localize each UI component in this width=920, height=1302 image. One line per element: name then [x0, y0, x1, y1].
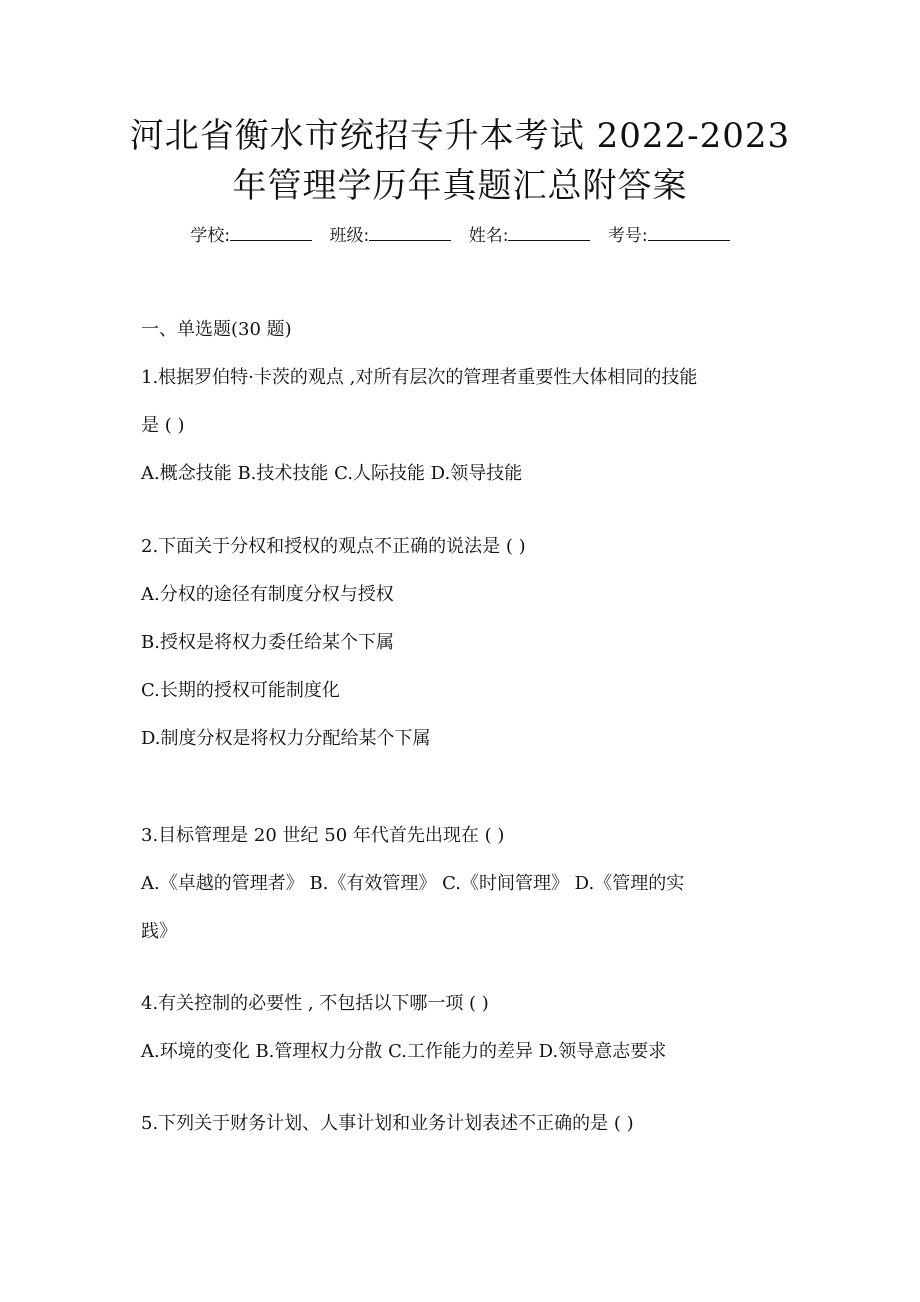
question-3-options-line2: 践》 — [141, 921, 177, 942]
student-info-row — [0, 224, 920, 247]
question-1-stem-line1: 1.根据罗伯特·卡茨的观点 ,对所有层次的管理者重要性大体相同的技能 — [141, 367, 698, 388]
question-2-option-b: B.授权是将权力委任给某个下属 — [141, 632, 394, 653]
question-2-option-c: C.长期的授权可能制度化 — [141, 680, 340, 701]
document-title-line1: 河北省衡水市统招专升本考试 2022-2023 — [129, 116, 791, 156]
document-title-line2: 年管理学历年真题汇总附答案 — [232, 166, 688, 206]
question-5-stem: 5.下列关于财务计划、人事计划和业务计划表述不正确的是 ( ) — [141, 1113, 634, 1134]
question-4-stem: 4.有关控制的必要性 , 不包括以下哪一项 ( ) — [141, 993, 489, 1014]
name-blank — [508, 224, 590, 241]
class-blank — [369, 224, 451, 241]
question-4-options: A.环境的变化 B.管理权力分散 C.工作能力的差异 D.领导意志要求 — [141, 1041, 667, 1062]
class-label: 班级: — [329, 226, 370, 246]
school-label: 学校: — [190, 226, 231, 246]
section-heading: 一、单选题(30 题) — [141, 319, 292, 340]
exam-number-field — [608, 226, 730, 246]
school-blank — [230, 224, 312, 241]
question-3-options-line1: A.《卓越的管理者》 B.《有效管理》 C.《时间管理》 D.《管理的实 — [141, 873, 685, 894]
question-1-options: A.概念技能 B.技术技能 C.人际技能 D.领导技能 — [141, 463, 523, 484]
question-2-option-d: D.制度分权是将权力分配给某个下属 — [141, 728, 431, 749]
question-1-stem-line2: 是 ( ) — [141, 415, 185, 436]
question-2-stem: 2.下面关于分权和授权的观点不正确的说法是 ( ) — [141, 536, 526, 557]
question-2-option-a: A.分权的途径有制度分权与授权 — [141, 584, 394, 605]
question-3-stem: 3.目标管理是 20 世纪 50 年代首先出现在 ( ) — [141, 825, 505, 846]
school-field — [190, 226, 317, 246]
exam-number-label: 考号: — [607, 226, 648, 246]
class-field — [330, 226, 457, 246]
name-field — [469, 226, 596, 246]
exam-number-blank — [648, 224, 730, 241]
name-label: 姓名: — [468, 226, 509, 246]
